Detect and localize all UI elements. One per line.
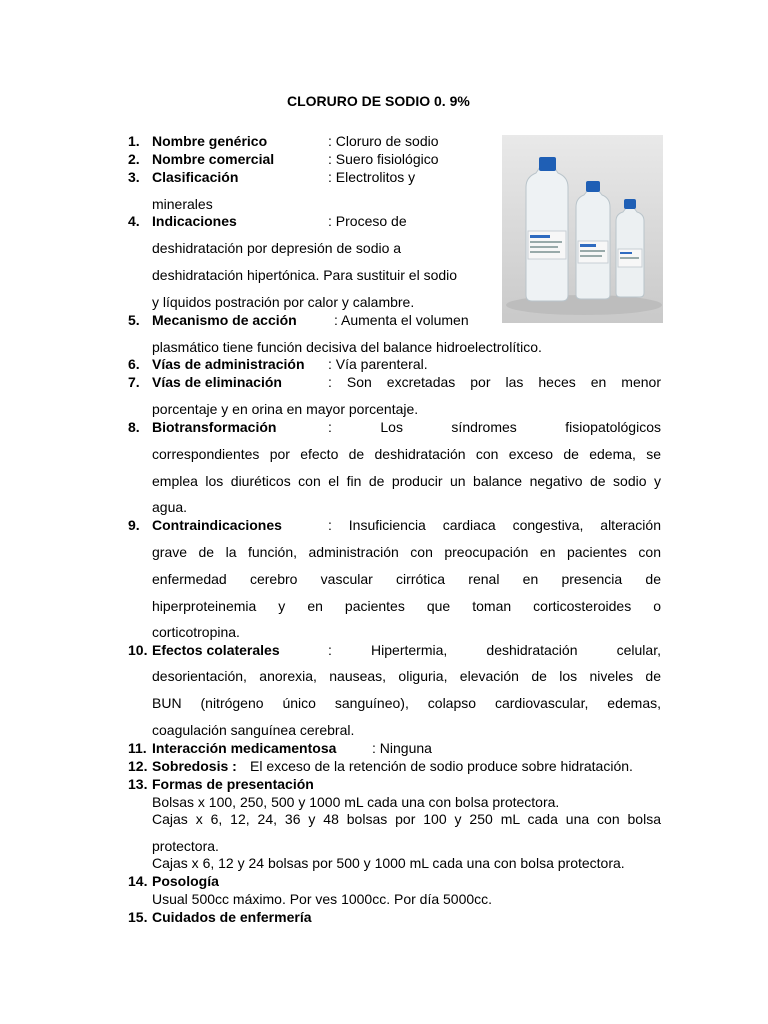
value-efectos-colaterales-cont: BUN (nitrógeno único sanguíneo), colapso cardiovascular, edemas, bbox=[152, 695, 661, 711]
item-number: 9. bbox=[128, 517, 140, 533]
value-contraindicaciones-cont: grave de la función, administración con preocupación en pacientes con bbox=[152, 544, 661, 560]
value-contraindicaciones-cont: corticotropina. bbox=[152, 624, 240, 640]
product-photo bbox=[502, 135, 663, 323]
label-biotransformacion: Biotransformación bbox=[152, 419, 277, 435]
value-efectos-colaterales-cont: coagulación sanguínea cerebral. bbox=[152, 722, 355, 738]
value-contraindicaciones: : Insuficiencia cardiaca congestiva, alteración bbox=[328, 517, 661, 533]
item-number: 8. bbox=[128, 419, 140, 435]
value-mecanismo: : Aumenta el volumen bbox=[334, 312, 469, 328]
value-nombre-comercial: : Suero fisiológico bbox=[328, 151, 439, 167]
value-indicaciones-cont: deshidratación hipertónica. Para sustituir el sodio bbox=[152, 267, 458, 283]
item-number: 3. bbox=[128, 169, 140, 185]
item-number: 14. bbox=[128, 873, 148, 889]
value-efectos-colaterales-cont: desorientación, anorexia, nauseas, oliguria, elevación de los niveles de bbox=[152, 668, 661, 684]
value-indicaciones-cont: deshidratación por depresión de sodio a bbox=[152, 240, 402, 256]
item-number: 4. bbox=[128, 213, 140, 229]
value-indicaciones-cont: y líquidos postración por calor y calambre. bbox=[152, 294, 415, 310]
label-sobredosis: Sobredosis : bbox=[152, 758, 237, 774]
label-nombre-generico: Nombre genérico bbox=[152, 133, 268, 149]
label-vias-eliminacion: Vías de eliminación bbox=[152, 374, 282, 390]
label-cuidados-enfermeria: Cuidados de enfermería bbox=[152, 909, 312, 925]
value-efectos-colaterales: : Hipertermia, deshidratación celular, bbox=[328, 642, 661, 658]
value-presentacion-2: Cajas x 6, 12, 24, 36 y 48 bolsas por 100 y 250 mL cada una con bolsa bbox=[152, 811, 661, 827]
item-number: 10. bbox=[128, 642, 148, 658]
item-number: 13. bbox=[128, 776, 148, 792]
label-contraindicaciones: Contraindicaciones bbox=[152, 517, 282, 533]
label-mecanismo: Mecanismo de acción bbox=[152, 312, 297, 328]
value-presentacion-2-cont: protectora. bbox=[152, 838, 219, 854]
value-contraindicaciones-cont: enfermedad cerebro vascular cirrótica renal en presencia de bbox=[152, 571, 661, 587]
value-clasificacion-cont: minerales bbox=[152, 196, 213, 212]
label-formas-presentacion: Formas de presentación bbox=[152, 776, 314, 792]
value-biotransformacion-cont: emplea los diuréticos con el fin de producir un balance negativo de sodio y bbox=[152, 473, 661, 489]
item-number: 12. bbox=[128, 758, 148, 774]
value-biotransformacion-cont: agua. bbox=[152, 499, 188, 515]
item-number: 1. bbox=[128, 133, 140, 149]
bottle-small-icon bbox=[616, 199, 644, 297]
label-vias-administracion: Vías de administración bbox=[152, 356, 305, 372]
value-vias-eliminacion: : Son excretadas por las heces en menor bbox=[328, 374, 661, 390]
label-clasificacion: Clasificación bbox=[152, 169, 239, 185]
label-efectos-colaterales: Efectos colaterales bbox=[152, 642, 280, 658]
value-biotransformacion-cont: correspondientes por efecto de deshidratación con exceso de edema, se bbox=[152, 446, 661, 462]
value-clasificacion: : Electrolitos y bbox=[328, 169, 416, 185]
value-interaccion: : Ninguna bbox=[372, 740, 432, 756]
value-contraindicaciones-cont: hiperproteinemia y en pacientes que toman corticosteroides o bbox=[152, 598, 661, 614]
item-number: 6. bbox=[128, 356, 140, 372]
value-biotransformacion: : Los síndromes fisiopatológicos bbox=[328, 419, 661, 435]
value-presentacion-3: Cajas x 6, 12 y 24 bolsas por 500 y 1000 mL cada una con bolsa protectora. bbox=[152, 855, 625, 871]
bottle-large-icon bbox=[526, 157, 568, 301]
value-posologia: Usual 500cc máximo. Por ves 1000cc. Por día 5000cc. bbox=[152, 891, 493, 907]
value-vias-eliminacion-cont: porcentaje y en orina en mayor porcentaje. bbox=[152, 401, 419, 417]
bottle-medium-icon bbox=[576, 181, 610, 299]
item-number: 11. bbox=[128, 740, 147, 756]
value-vias-administracion: : Vía parenteral. bbox=[328, 356, 428, 372]
item-number: 15. bbox=[128, 909, 148, 925]
saline-bottles-image bbox=[502, 135, 663, 323]
label-indicaciones: Indicaciones bbox=[152, 213, 237, 229]
value-mecanismo-cont: plasmático tiene función decisiva del balance hidroelectrolítico. bbox=[152, 339, 542, 355]
label-interaccion: Interacción medicamentosa bbox=[152, 740, 337, 756]
value-indicaciones: : Proceso de bbox=[328, 213, 407, 229]
value-nombre-generico: : Cloruro de sodio bbox=[328, 133, 439, 149]
label-nombre-comercial: Nombre comercial bbox=[152, 151, 275, 167]
page-title: CLORURO DE SODIO 0. 9% bbox=[287, 93, 470, 109]
label-posologia: Posología bbox=[152, 873, 219, 889]
item-number: 2. bbox=[128, 151, 140, 167]
item-number: 5. bbox=[128, 312, 140, 328]
value-sobredosis: El exceso de la retención de sodio produce sobre hidratación. bbox=[250, 758, 633, 774]
value-presentacion-1: Bolsas x 100, 250, 500 y 1000 mL cada una con bolsa protectora. bbox=[152, 794, 560, 810]
item-number: 7. bbox=[128, 374, 140, 390]
